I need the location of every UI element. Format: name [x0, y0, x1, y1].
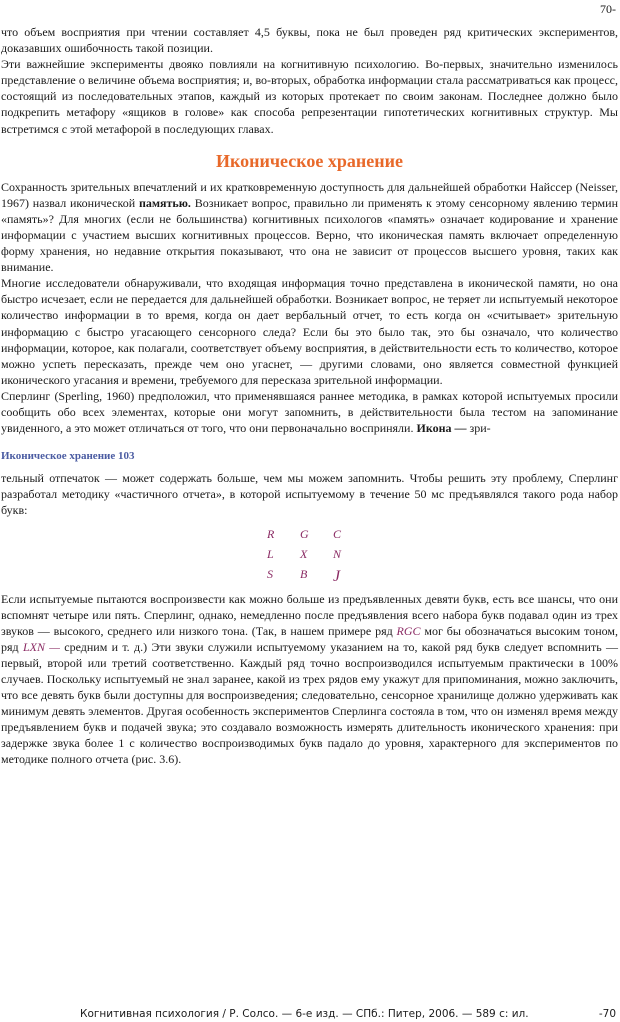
letter-cell: X: [300, 547, 308, 562]
paragraph-sperling: Сперлинг (Sperling, 1960) предположил, что применявшаяся раннее методика, в рамках которой испытуемых просили сообщить обо всех элементах, которые они могут запомнить, в действительности была тестом на запоминание увиденного, а это может отличаться от того, что они первоначально восприняли. Икона — зри-: [1, 388, 618, 436]
letter-row: [267, 565, 618, 585]
paragraph-intro-2: Эти важнейшие эксперименты двояко повлияли на когнитивную психологию. Во-первых, значительно изменилось представление о величине объема восприятия; и, во-вторых, обработка информации стала рассматриваться как процесс, состоящий из последовательных этапов, каждый из которых протекает по своим законам. Последнее должно было подкрепить метафору «ящиков в голове» как способа репрезентации гипотетических когнитивных структур. Мы встретимся с этой метафорой в последующих главах.: [1, 57, 618, 136]
book-citation: Когнитивная психология / Р. Солсо. — 6-е изд. — СПб.: Питер, 2006. — 589 с: ил.: [80, 1008, 529, 1020]
letter-grid: [267, 525, 618, 585]
letter-cell: C: [333, 527, 342, 542]
paragraph-iconic-memory: Сохранность зрительных впечатлений и их кратковременную доступность для дальнейшей обработки Найссер (Neisser, 1967) назвал иконической памятью. Возникает вопрос, правильно ли применять к этому сенсорному явлению термин «память»? Для многих (если не большинства) когнитивных психологов «память» означает кодирование и хранение информации с участием высших когнитивных процессов. Верно, что иконическая память включает определенную форму хранения, но недавние открытия показывают, что она не зависит от процессов высшего уровня, таких как внимание.: [1, 179, 618, 275]
letter-row: [267, 545, 618, 565]
row-label-lxn: LXN —: [22, 639, 60, 654]
letter-cell: B: [300, 567, 308, 582]
letter-cell: S: [267, 567, 273, 582]
page-number-top: 70-: [600, 2, 616, 16]
letter-cell: J: [333, 568, 341, 586]
paragraph-partial-report: тельный отпечаток — может содержать больше, чем мы можем запомнить. Чтобы решить эту проблему, Сперлинг разработал методику «частичного отчета», в которой испытуемому в течение 50 мс предъявлялся такого рода набор букв:: [1, 471, 618, 518]
page-number-bottom: -70: [598, 1008, 616, 1020]
paragraph-researchers: Многие исследователи обнаруживали, что входящая информация точно представлена в иконической памяти, но она быстро исчезает, если не передается для дальнейшей обработки. Возникает вопрос, не теряет ли испытуемый некоторое количество информации в то время, когда он дает вербальный отчет, то есть когда он «считывает» зрительную информацию с быстро угасающего сенсорного следа? Если бы это было так, это бы означало, что количество информации, которое, как полагали, соответствует объему восприятия, в действительности есть то количество, которое можно успеть пересказать, прежде чем оно угаснет, — другими словами, оно является совместной функцией иконического угасания и времени, требуемого для пересказа зрительной информации.: [1, 276, 618, 387]
page-content: [1, 24, 618, 768]
letter-cell: N: [333, 547, 342, 562]
row-label-rgc: RGC: [396, 623, 421, 638]
paragraph-intro-1: что объем восприятия при чтении составляет 4,5 буквы, пока не был проведен ряд критических экспериментов, доказавших ошибочность такой позиции.: [1, 25, 618, 56]
letter-row: [267, 525, 618, 545]
running-head: Иконическое хранение 103: [1, 450, 135, 463]
letter-cell: R: [267, 527, 275, 542]
bold-term-icon: Икона —: [416, 421, 467, 436]
letter-cell: L: [267, 547, 274, 562]
section-heading: Иконическое хранение: [216, 150, 403, 171]
bold-term-memory: памятью.: [138, 195, 191, 210]
letter-cell: G: [300, 527, 309, 542]
paragraph-experiment: Если испытуемые пытаются воспроизвести как можно больше из предъявленных девяти букв, есть все шансы, что они вспомнят четыре или пять. Сперлинг, однако, немедленно после предъявления всего набора букв подавал один из трех звуков — высокого, среднего или низкого тона. (Так, в нашем примере ряд RGC мог бы обозначаться высоким тоном, ряд LXN — средним и т. д.) Эти звуки служили испытуемому указанием на то, какой ряд букв следует вспомнить — первый, второй или третий соответственно. Каждый ряд точно воспроизводился испытуемым практически в 100% случаев. Поскольку испытуемый не знал заранее, какой из трех рядов ему укажут для припоминания, можно заключить, что все девять букв были доступны для воспроизведения; следовательно, сенсорное хранилище должно удерживать как минимум девять элементов. Другая особенность экспериментов Сперлинга состояла в том, что он изменял время между предъявлением букв и подачей звука; это создавало возможность измерять длительность иконического хранения: при задержке звука более 1 с количество воспроизводимых букв падало до уровня, характерного для экспериментов по методике полного отчета (рис. 3.6).: [1, 591, 618, 767]
